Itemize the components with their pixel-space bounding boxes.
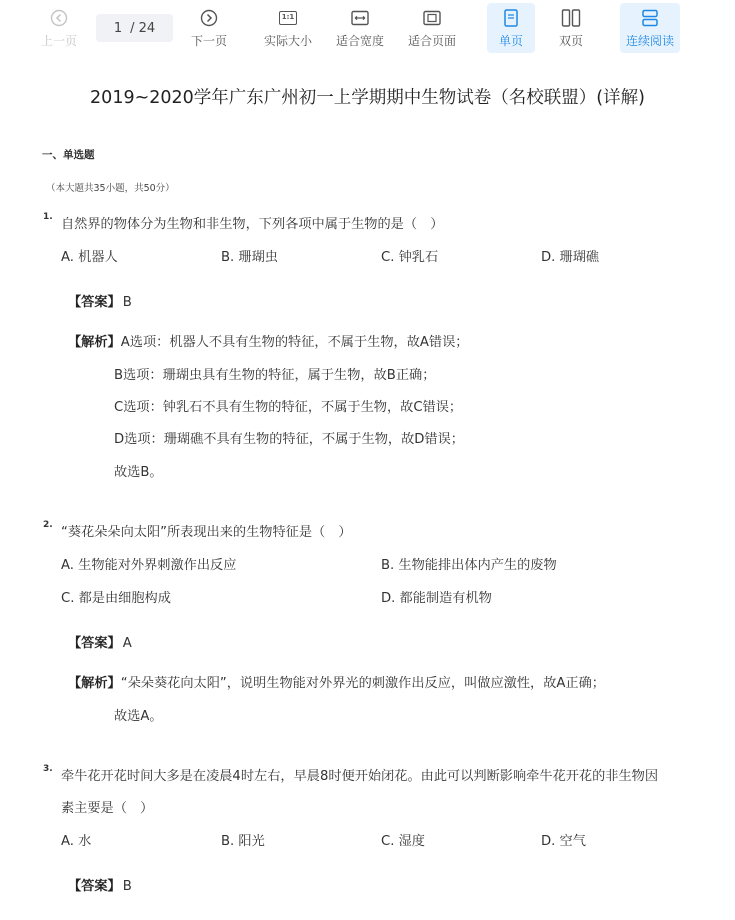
option-a: A. 生物能对外界刺激作出反应 bbox=[61, 558, 237, 573]
answer-value: A bbox=[122, 636, 132, 651]
question-stem: 牵牛花开花时间大多是在凌晨4时左右，早晨8时便开始闭花。由此可以判断影响牵牛花开花的非生物因 bbox=[61, 769, 659, 784]
section-note: （本大题共35小题，共50分） bbox=[46, 183, 175, 194]
analysis-line: B选项：珊瑚虫具有生物的特征，属于生物，故B正确； bbox=[114, 368, 436, 383]
answer-value: B bbox=[122, 295, 132, 310]
analysis-tag: 【解析】 bbox=[68, 335, 121, 350]
analysis-line: 故选A。 bbox=[114, 709, 163, 724]
chevron-right-circle-icon bbox=[199, 8, 219, 28]
analysis-line: 故选B。 bbox=[114, 465, 163, 480]
actual-size-button[interactable] bbox=[258, 3, 318, 53]
option-d: D. 珊瑚礁 bbox=[541, 250, 600, 265]
fit-width-button[interactable] bbox=[330, 3, 390, 53]
viewer-toolbar bbox=[0, 0, 735, 60]
fit-page-icon bbox=[422, 8, 442, 28]
option-b: B. 珊瑚虫 bbox=[221, 250, 278, 265]
analysis-tag: 【解析】 bbox=[68, 676, 121, 691]
prev-page-button[interactable] bbox=[36, 3, 82, 53]
single-page-icon bbox=[501, 8, 521, 28]
document-title: 2019~2020学年广东广州初一上学期期中生物试卷（名校联盟）(详解) bbox=[90, 88, 645, 108]
answer-row bbox=[68, 291, 132, 310]
answer-value: B bbox=[122, 879, 132, 894]
question-number: 3. bbox=[43, 764, 53, 774]
analysis-line: A选项：机器人不具有生物的特征，不属于生物，故A错误； bbox=[120, 335, 469, 350]
page-indicator[interactable] bbox=[96, 14, 173, 42]
section-heading: 一、单选题 bbox=[42, 149, 95, 161]
fit-page-button[interactable] bbox=[402, 3, 462, 53]
answer-tag: 【答案】 bbox=[68, 295, 121, 310]
single-page-button[interactable] bbox=[487, 3, 535, 53]
current-page-number[interactable]: 1 bbox=[113, 20, 123, 36]
total-pages: / 24 bbox=[130, 20, 156, 36]
analysis-line: C选项：钟乳石不具有生物的特征，不属于生物，故C错误； bbox=[114, 400, 463, 415]
question-stem: “葵花朵朵向太阳”所表现出来的生物特征是（ ） bbox=[61, 525, 352, 540]
answer-row bbox=[68, 875, 132, 894]
analysis-row bbox=[68, 331, 468, 350]
chevron-left-circle-icon bbox=[49, 8, 69, 28]
fit-width-label: 适合宽度 bbox=[335, 33, 384, 48]
option-d: D. 都能制造有机物 bbox=[381, 591, 492, 606]
single-page-label: 单页 bbox=[498, 33, 523, 48]
question-stem-continued: 素主要是（ ） bbox=[61, 801, 154, 816]
continuous-reading-button[interactable] bbox=[620, 3, 680, 53]
prev-page-label: 上一页 bbox=[40, 33, 77, 48]
analysis-line: “朵朵葵花向太阳”，说明生物能对外界光的刺激作出反应，叫做应激性，故A正确； bbox=[120, 676, 605, 691]
answer-tag: 【答案】 bbox=[68, 879, 121, 894]
option-b: B. 生物能排出体内产生的废物 bbox=[381, 558, 557, 573]
analysis-row bbox=[68, 672, 605, 691]
analysis-line: D选项：珊瑚礁不具有生物的特征，不属于生物，故D错误； bbox=[114, 432, 464, 447]
actual-size-label: 实际大小 bbox=[263, 33, 312, 48]
double-page-button[interactable] bbox=[547, 3, 595, 53]
continuous-reading-icon bbox=[640, 8, 660, 28]
option-c: C. 都是由细胞构成 bbox=[61, 591, 171, 606]
question-number: 1. bbox=[43, 212, 53, 222]
answer-tag: 【答案】 bbox=[68, 636, 121, 651]
option-c: C. 钟乳石 bbox=[381, 250, 439, 265]
next-page-label: 下一页 bbox=[190, 33, 227, 48]
option-d: D. 空气 bbox=[541, 834, 586, 849]
answer-row bbox=[68, 632, 132, 651]
option-c: C. 湿度 bbox=[381, 834, 425, 849]
double-page-icon bbox=[561, 8, 581, 28]
continuous-reading-label: 连续阅读 bbox=[625, 33, 674, 48]
next-page-button[interactable] bbox=[186, 3, 232, 53]
fit-page-label: 适合页面 bbox=[407, 33, 456, 48]
fit-width-icon bbox=[350, 8, 370, 28]
question-stem: 自然界的物体分为生物和非生物，下列各项中属于生物的是（ ） bbox=[61, 217, 444, 232]
double-page-label: 双页 bbox=[558, 33, 583, 48]
option-b: B. 阳光 bbox=[221, 834, 265, 849]
actual-size-icon: 1:1 bbox=[278, 8, 298, 28]
option-a: A. 水 bbox=[61, 834, 92, 849]
question-number: 2. bbox=[43, 520, 53, 530]
option-a: A. 机器人 bbox=[61, 250, 118, 265]
